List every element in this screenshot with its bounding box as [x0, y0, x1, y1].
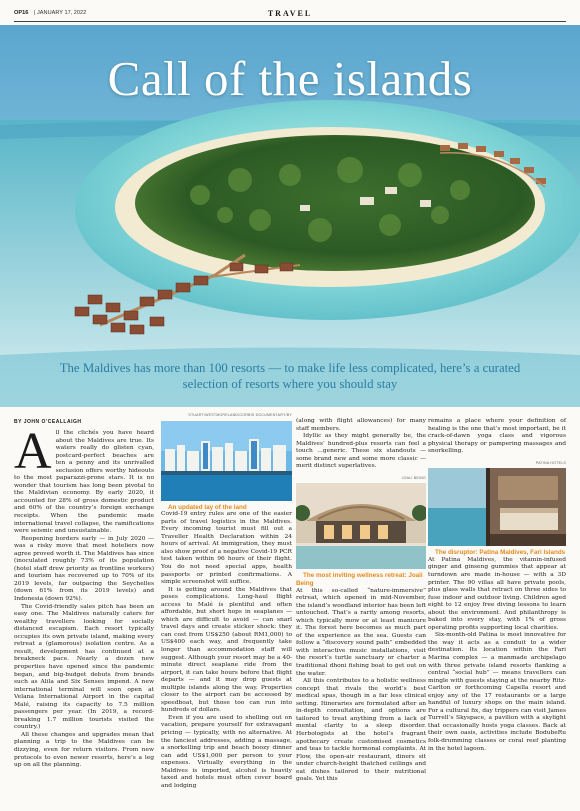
paragraph: At this so-called “nature-immersive” retreat, which opened in mid-November, the island’s woodland interior has been left untouched. That’s a rarity among resorts, which typically mow or at least manicure it. The forest here becomes as much part of the experience as the sea. Guests can follow a “discovery sound path” embedded with interactive music installations, visit the resort’s turtle sanctuary or charter a traditional dhoni fishing boat to get out on the water.: [296, 587, 426, 677]
page-header: [14, 9, 566, 19]
paragraph: Even if you are used to shelling out on vacation, prepare yourself for extravagant pricing — typically, with no alternative. At the fanciest addresses, adding a massage, a snorkelling trip and beach boozy dinner can add US$1,000 per person to your expenses. Virtually everything in the Maldives is imported, alcohol is heavily taxed and hotels must often cover board and lodging: [161, 714, 292, 789]
drop-cap: A: [14, 423, 52, 480]
patina-maldives-photo: [428, 468, 566, 546]
paragraph: Reopening borders early — in July 2020 — was a risky move that most hoteliers now agree proved worth it. The Maldives has since (inoculated roughly 73% of its population (hotel staff drew priority as frontline workers) and tourism has recovered up to 70% of its 2019 levels, far outpacing the Seychelles (down 61% from its 2019 levels) and Indonesia (down 92%).: [14, 535, 154, 603]
photo-credit: PATINA HOTELS: [535, 460, 566, 465]
paragraph: It is getting around the Maldives that poses complications. Long-haul flight access to Malé is plentiful and often affordable, but short hops in seaplanes — which are difficult to avoid — can snarl travel days and create sticker shock: they can cost from US$250 (about RM1,000) to US$400 each way, and frequently take longer than accommodation staff will suggest. Although your resort may be a 40-minute direct seaplane ride from the airport, it can take hours before that flight departs — and it may drop guests at multiple islands along the way. Properties closer to the airport can be accessed by speedboat, but those too can run into hundreds of dollars.: [161, 586, 292, 714]
photo-credit: STUART/WESTMORELAND/CORBIS DOCUMENTARY/BY: [188, 413, 292, 417]
paragraph: remains a place where your definition of healing is the one that’s most important, be it crack-of-dawn yoga class and vigorous physical therapy or pampering massages and snorkelling.: [428, 418, 566, 455]
section-title: TRAVEL: [267, 9, 313, 18]
city-skyline-illustration: [161, 421, 292, 501]
paragraph: All this contributes to a holistic wellness concept that rivals the world’s best medical spas, though in a far less clinical setting. Itineraries are formulated after an in-depth consultation, and options are tailored to treat anything from a lack of mental clarity to a sleep disorder. Herbologists at the hotel’s fragrant apothecary create customised cosmetics and teas to tackle hormonal complaints. At Flow, the open-air restaurant, diners sit under church-height thatched ceilings and eat dishes tailored to their nutritional goals. Yet this: [296, 678, 426, 783]
article-column-2: [161, 412, 292, 790]
paragraph: The Covid-friendly sales pitch has been an easy one. The Maldives naturally caters for wealthy travellers looking for socially distanced escapism. Each resort typically occupies its own private island, making every retreat a (glamorous) isolation centre. As a result, development has continued at a breakneck pace. Nearly a dozen new properties have opened since the pandemic began, and big-budget debuts from brands such as Alila and Six Senses impend. A new international terminal will soon open at Velana International Airport in the capital Malé, raising its capacity to 7.5 million passengers per year. (In 2019, a record-breaking 1.7 million tourists visited the country.): [14, 603, 154, 731]
subhead: An updated lay of the land: [168, 503, 247, 511]
article-column-3: [296, 418, 426, 784]
male-skyline-photo: [161, 421, 292, 501]
issue-date: | JANUARY 17, 2022: [34, 10, 87, 16]
villa-interior-illustration: [428, 468, 566, 546]
paragraph: (along with flight allowances) for many staff members.: [296, 418, 426, 432]
photo-credit: JOALI BEING: [401, 475, 426, 480]
subhead: The disruptor: Patina Maldives, Fari Islands: [435, 549, 566, 557]
article-column-1: [14, 423, 154, 770]
byline: BY JOHN O’CEALLAIGH: [14, 419, 82, 425]
paragraph: At Patina Maldives, the vitamin-infused ginger and ginseng gummies that appear at turndown are made in-house — with a 3D printer. The 90 villas all have private pools, plus glass walls that retract on three sides to fuse indoor and outdoor living. Children aged eight to 12 enjoy free diving lessons to learn about the environment. And philanthropy is baked into every stay, with 1% of gross operating profits supporting local charities.: [428, 556, 566, 631]
article-column-4: [428, 418, 566, 753]
pavilion-illustration: [296, 483, 426, 569]
paragraph: Six-month-old Patina is most innovative for the way it acts as a conduit to a wider destination. Its location within the Fari Marina complex — a manmade archipelago with three private island resorts flanking a central “social hub” — means travellers can mingle with guests staying at the nearby Ritz-Carlton or forthcoming Capella resort and enjoy any of the 17 restaurants or a large handful of luxury shops on the main island. For a cultural fix, day trippers can visit James Turrell’s Skyspace, a pavilion with a skylight that occasionally hosts yoga classes. Back at their own oasis, activities include BodubeRu folk-drumming classes or coral reef planting in the hotel lagoon.: [428, 632, 566, 752]
standfirst: The Maldives has more than 100 resorts — to make life less complicated, here’s a curated selection of resorts where you should stay: [59, 361, 521, 391]
headline: Call of the islands: [107, 51, 473, 106]
header-rule: [14, 21, 566, 22]
intro-paragraph: All the clichés you have heard about the Maldives are true. Its waters really do glisten cyan, postcard-perfect beaches are ten a penny and its unrivalled seclusion offers worthy hideouts to the most paparazzi-prone stars. It is no wonder that tourism has long been pivotal to the Maldivian economy. By early 2020, it accounted for 28% of gross domestic product and 60% of the country’s foreign exchange receipts. When the pandemic made international travel collapse, the ramifications were seismic and unsustainable.: [14, 423, 154, 535]
joali-being-photo: [296, 483, 426, 569]
page-number: OP16: [14, 10, 29, 16]
paragraph: Covid-19 entry rules are one of the easier parts of travel logistics in the Maldives. Every incoming tourist must fill out a Traveller Health Declaration within 24 hours of arrival. At immigration, they must also show proof of a negative Covid-19 PCR test taken within 96 hours of their flight. You do not need special apps, health passports or printed confirmations. A simple screenshot will suffice.: [161, 511, 292, 586]
paragraph: All these changes and upgrades mean that planning a trip to the Maldives can be dizzying, even for return visitors. From new protocols to even newer resorts, here’s a leg up on all the planning.: [14, 731, 154, 769]
subhead: The most inviting wellness retreat: Joali Being: [296, 572, 423, 587]
paragraph: Idyllic as they might generally be, the Maldives’ hundred-plus resorts can feel a touch ...generic. These six standouts — some brand new and some more classic — merit distinct superlatives.: [296, 433, 426, 470]
